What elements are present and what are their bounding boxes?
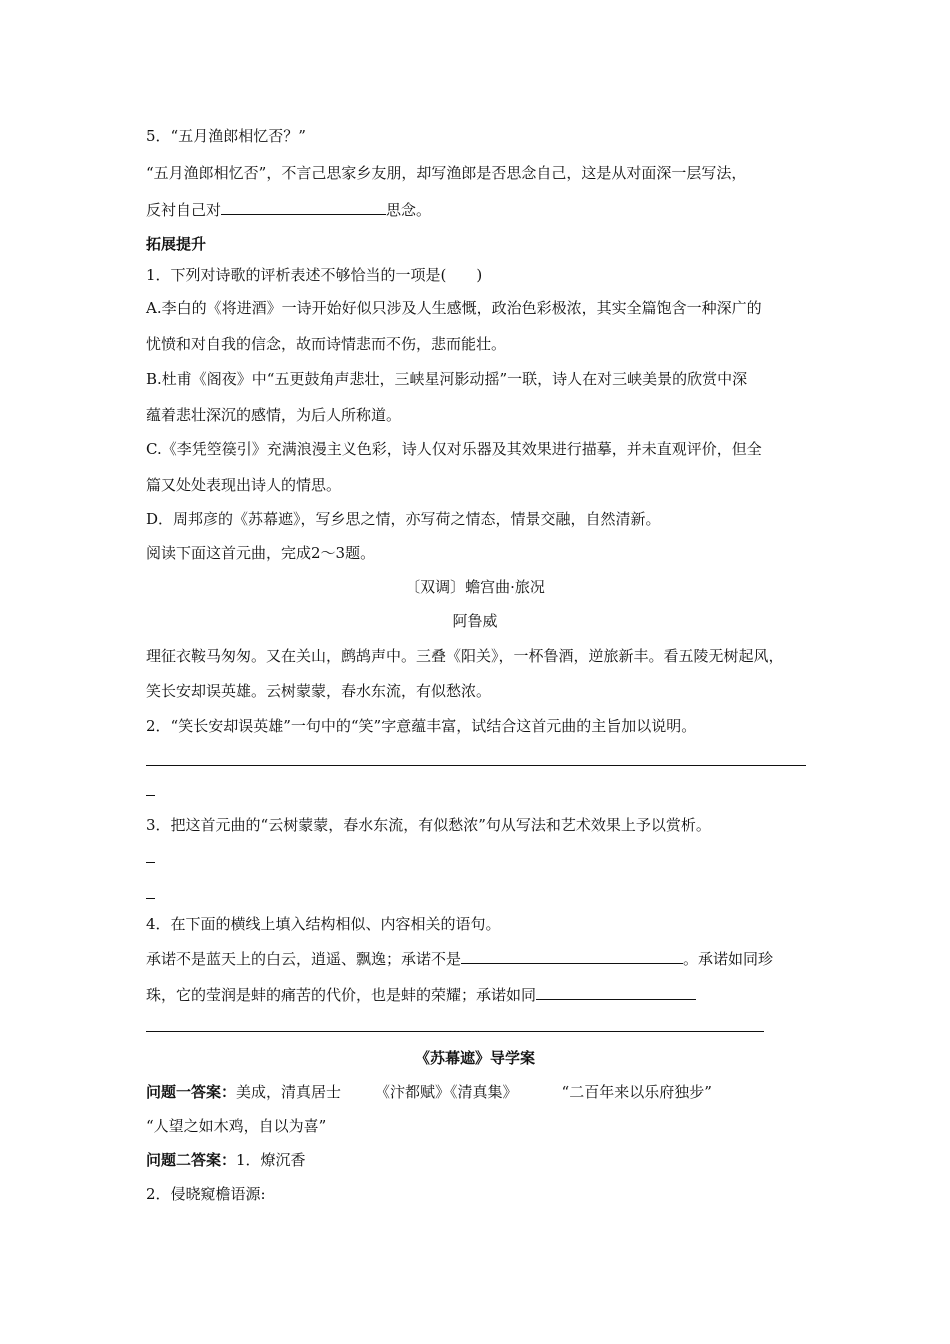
option-b-line-1: B.杜甫《阁夜》中“五更鼓角声悲壮，三峡星河影动摇”一联，诗人在对三峡美景的欣赏中深 [146, 370, 748, 388]
answers-title: 《苏幕遮》导学案 [414, 1049, 535, 1067]
question-4-line-1-suffix: 。承诺如同珍 [683, 950, 774, 968]
question-2: 2．“笑长安却误英雄”一句中的“笑”字意蕴丰富，试结合这首元曲的主旨加以说明。 [146, 717, 697, 735]
question-5-body-line-1: “五月渔郎相忆否”，不言己思家乡友朋，却写渔郎是否思念自己，这是从对面深一层写法， [146, 164, 747, 182]
option-a-line-2: 忧愤和对自我的信念，故而诗情悲而不伤，悲而能壮。 [146, 335, 507, 353]
reading-intro: 阅读下面这首元曲，完成2～3题。 [146, 544, 376, 562]
question-5-body-prefix: 反衬自己对 [146, 201, 222, 219]
answer-line-short[interactable] [146, 862, 155, 863]
answer-line[interactable] [146, 1031, 764, 1032]
question-4-line-2 [146, 984, 696, 1005]
answer-2-line-1 [146, 1150, 306, 1170]
option-c-line-1: C.《李凭箜篌引》充满浪漫主义色彩，诗人仅对乐器及其效果进行描摹，并未直观评价，但全 [146, 440, 762, 458]
answer-1-line-1 [146, 1082, 712, 1102]
poem-author: 阿鲁威 [452, 612, 498, 630]
question-5-title: 5．“五月渔郎相忆否？” [146, 127, 306, 145]
poem-line-2: 笑长安却误英雄。云树蒙蒙，春水东流，有似愁浓。 [146, 682, 492, 700]
question-3: 3．把这首元曲的“云树蒙蒙，春水东流，有似愁浓”句从写法和艺术效果上予以赏析。 [146, 816, 711, 834]
question-5-body-line-2 [146, 199, 431, 220]
answer-2-part-1: 1．燎沉香 [236, 1151, 306, 1169]
option-a-line-1: A.李白的《将进酒》一诗开始好似只涉及人生感慨，政治色彩极浓，其实全篇饱含一种深广的 [146, 299, 762, 317]
answer-blank[interactable] [461, 948, 683, 964]
poem-line-1: 理征衣鞍马匆匆。又在关山，鹧鸪声中。三叠《阳关》，一杯鲁酒，逆旅新丰。看五陵无树起风， [146, 647, 784, 665]
answer-blank[interactable] [536, 984, 696, 1000]
question-5-body-suffix: 思念。 [386, 201, 432, 219]
poem-title: 〔双调〕蟾宫曲·旅况 [405, 578, 545, 596]
question-4-line-1 [146, 948, 773, 969]
question-4-line-1-prefix: 承诺不是蓝天上的白云，逍遥、飘逸；承诺不是 [146, 950, 462, 968]
option-d: D．周邦彦的《苏幕遮》，写乡思之情，亦写荷之情态，情景交融，自然清新。 [146, 510, 661, 528]
answer-1-part-1: 美成，清真居士 [236, 1083, 342, 1101]
answer-blank[interactable] [221, 199, 386, 215]
question-1-stem: 1．下列对诗歌的评析表述不够恰当的一项是( ) [146, 266, 483, 284]
answer-2-line-2: 2．侵晓窥檐语源: [146, 1185, 266, 1203]
answer-1-label: 问题一答案： [146, 1083, 237, 1101]
answer-line-short[interactable] [146, 795, 155, 796]
answer-1-part-3: “二百年来以乐府独步” [561, 1083, 712, 1101]
answer-line-short[interactable] [146, 898, 155, 899]
question-4-stem: 4．在下面的横线上填入结构相似、内容相关的语句。 [146, 915, 501, 933]
answer-line[interactable] [146, 765, 806, 766]
option-b-line-2: 蕴着悲壮深沉的感情，为后人所称道。 [146, 406, 402, 424]
answer-1-line-2: “人望之如木鸡，自以为喜” [146, 1117, 327, 1135]
option-c-line-2: 篇又处处表现出诗人的情思。 [146, 476, 342, 494]
question-4-line-2-prefix: 珠，它的莹润是蚌的痛苦的代价，也是蚌的荣耀；承诺如同 [146, 986, 537, 1004]
answer-2-label: 问题二答案： [146, 1151, 237, 1169]
answer-1-part-2: 《汴都赋》《清真集》 [375, 1083, 518, 1101]
section-heading-extension: 拓展提升 [146, 235, 207, 253]
